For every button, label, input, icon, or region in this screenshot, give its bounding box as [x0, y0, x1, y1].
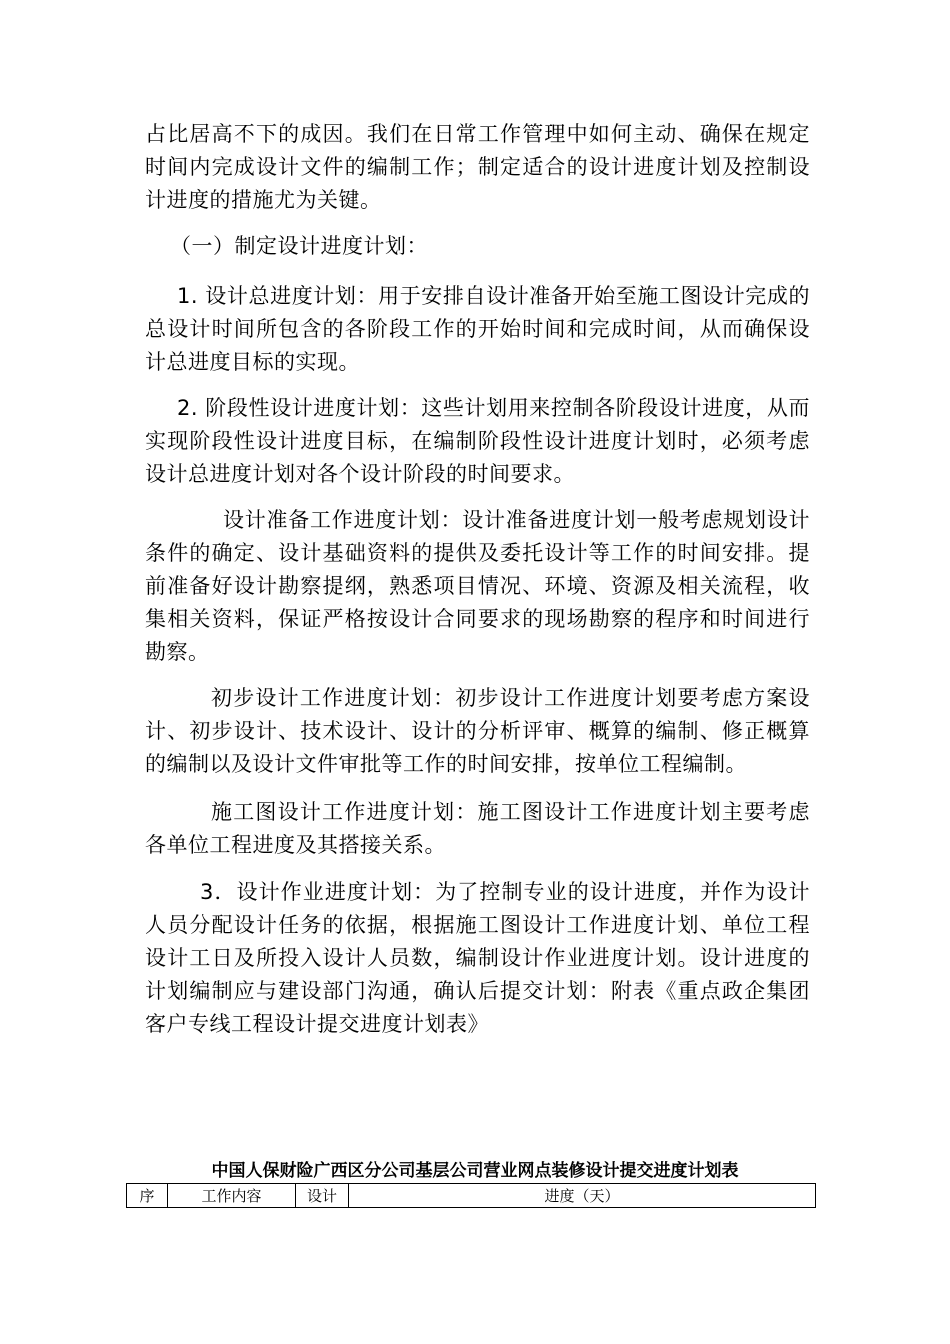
- paragraph-work-plan: 3．设计作业进度计划：为了控制专业的设计进度，并作为设计人员分配设计任务的依据，根据施工图设计工作进度计划、单位工程设计工日及所投入设计人员数，编制设计作业进度计划。设计进度的计划编制应与建设部门沟通，确认后提交计划：附表《重点政企集团客户专线工程设计提交进度计划表》: [145, 880, 810, 1036]
- paragraph-preliminary-plan: 初步设计工作进度计划：初步设计工作进度计划要考虑方案设计、初步设计、技术设计、设计的分析评审、概算的编制、修正概算的编制以及设计文件审批等工作的时间安排，按单位工程编制。: [145, 686, 810, 776]
- header-work-content: 工作内容: [168, 1184, 296, 1208]
- header-progress-days: 进度（天）: [349, 1184, 816, 1208]
- header-design: 设计: [296, 1184, 349, 1208]
- paragraph-construction-plan: 施工图设计工作进度计划：施工图设计工作进度计划主要考虑各单位工程进度及其搭接关系。: [145, 800, 810, 857]
- schedule-table: [126, 1183, 816, 1208]
- table-title: 中国人保财险广西区分公司基层公司营业网点装修设计提交进度计划表: [211, 1161, 739, 1181]
- table-header-row: [127, 1184, 816, 1208]
- header-index: 序: [127, 1184, 168, 1208]
- paragraph-intro: 占比居高不下的成因。我们在日常工作管理中如何主动、确保在规定时间内完成设计文件的编制工作；制定适合的设计进度计划及控制设计进度的措施尤为关键。: [145, 122, 810, 212]
- paragraph-phase-plan: 2. 阶段性设计进度计划：这些计划用来控制各阶段设计进度，从而实现阶段性设计进度目标，在编制阶段性设计进度计划时，必须考虑设计总进度计划对各个设计阶段的时间要求。: [145, 396, 810, 486]
- paragraph-prep-plan: 设计准备工作进度计划：设计准备进度计划一般考虑规划设计条件的确定、设计基础资料的提供及委托设计等工作的时间安排。提前准备好设计勘察提纲，熟悉项目情况、环境、资源及相关流程，收集相关资料，保证严格按设计合同要求的现场勘察的程序和时间进行勘察。: [145, 508, 810, 664]
- section-heading: （一）制定设计进度计划：: [170, 234, 428, 258]
- paragraph-overall-plan: 1. 设计总进度计划：用于安排自设计准备开始至施工图设计完成的总设计时间所包含的各阶段工作的开始时间和完成时间，从而确保设计总进度目标的实现。: [145, 284, 810, 374]
